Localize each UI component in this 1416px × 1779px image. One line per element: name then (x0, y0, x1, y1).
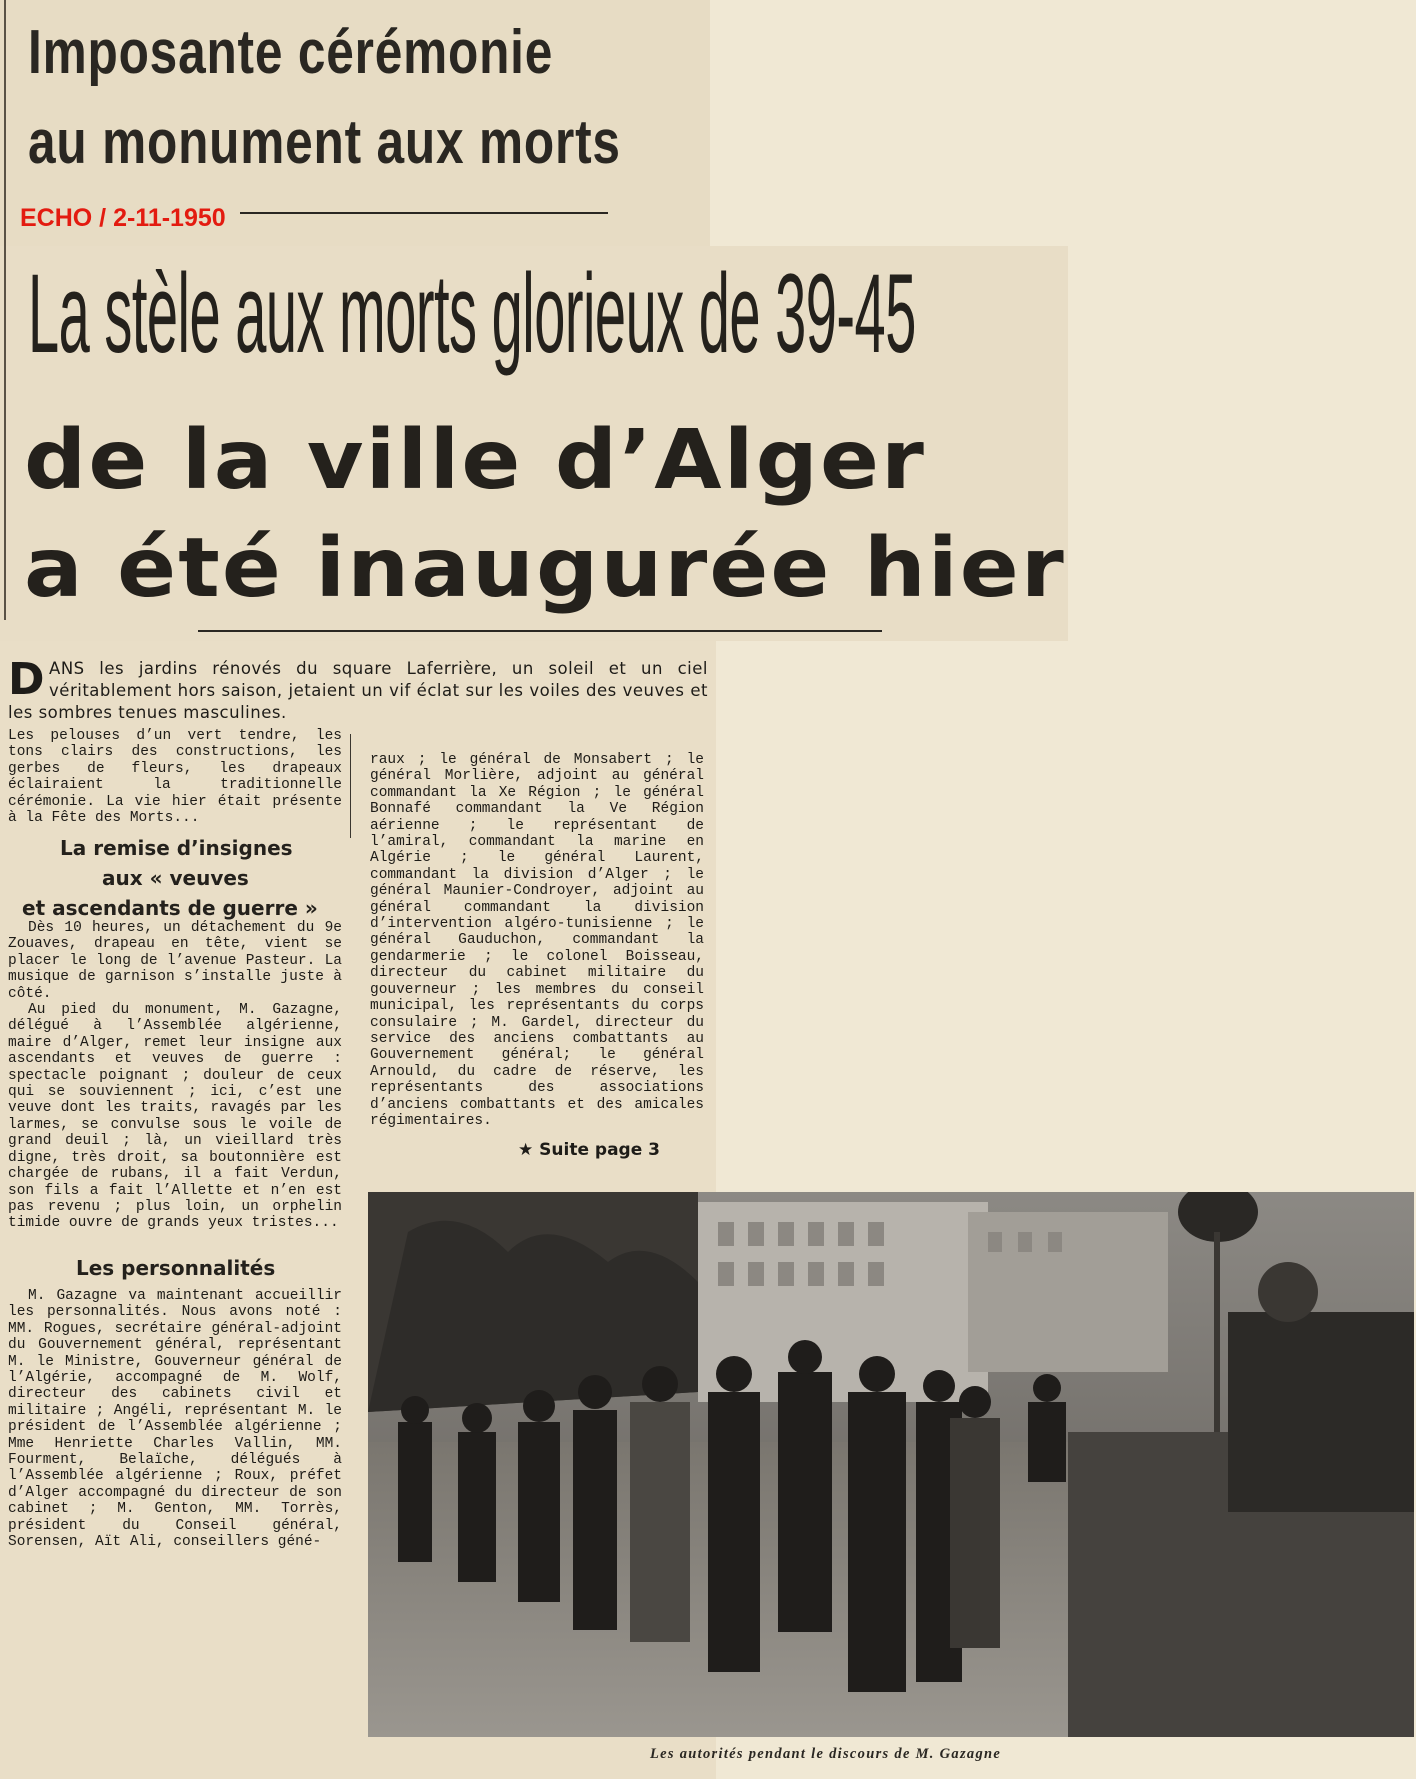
ceremony-photo (368, 1192, 1414, 1737)
subhead-insignes-2: aux « veuves (102, 866, 249, 890)
ceremony-photo-drawing (368, 1192, 1414, 1737)
headline-rule (198, 630, 882, 632)
subhead-insignes-3: et ascendants de guerre » (22, 896, 318, 920)
column-1-paragraph-1: Les pelouses d’un vert tendre, les tons clairs des constructions, les gerbes de fleurs, les drapeaux éclairaient la traditionnelle cérémonie. La vie hier était présente à la Fête des Morts... (8, 728, 342, 827)
subhead-insignes-1: La remise d’insignes (60, 836, 293, 860)
column-rule (350, 734, 351, 838)
kicker-rule (240, 212, 608, 214)
kicker-line-1: Imposante cérémonie (28, 18, 554, 87)
intro-text: ANS les jardins rénovés du square Laferrière, un soleil et un ciel véritablement hors saison, jetaient un vif éclat sur les voiles des veuves et les sombres tenues masculines. (8, 659, 708, 722)
margin-rule (4, 0, 6, 620)
column-1-paragraph-3: Au pied du monument, M. Gazagne, délégué à l’Assemblée algérienne, maire d’Alger, remet leur insigne aux ascendants et veuves de guerre : spectacle poignant ; douleur de ceux qui se souviennent ; ici, c’est une veuve dont les traits, ravagés par les larmes, se convulse sous le voile de grand deuil ; là, un vieillard très digne, très droit, sa boutonnière est chargée de rubans, il a fait Verdun, son fils a fait l’Allette et n’en est pas revenu ; plus loin, un orphelin timide ouvre de grands yeux tristes... (8, 1002, 342, 1232)
subhead-personnalites: Les personnalités (76, 1256, 276, 1280)
column-1-paragraph-4: M. Gazagne va maintenant accueillir les personnalités. Nous avons noté : MM. Rogues, secrétaire général-adjoint du Gouvernement général, représentant M. le Ministre, Gouverneur général de l’Algérie, accompagné de M. Wolf, directeur des cabinets civil et militaire ; Angéli, représentant M. le président de l’Assemblée algérienne ; Mme Henriette Charles Vallin, MM. Fourment, Belaïche, délégués à l’Assemblée algérienne ; Roux, préfet d’Alger accompagné du directeur de son cabinet ; M. Genton, MM. Torrès, président du Conseil général, Sorensen, Aït Ali, conseillers géné- (8, 1288, 342, 1551)
continued-on-page: ★ Suite page 3 (518, 1140, 660, 1160)
column-1-paragraph-2: Dès 10 heures, un détachement du 9e Zouaves, drapeau en tête, vient se placer le long de l’avenue Pasteur. La musique de garnison s’installe juste à côté. (8, 920, 342, 1002)
headline-line-3: a été inaugurée hier (24, 521, 1066, 616)
source-date-stamp: ECHO / 2-11-1950 (20, 204, 226, 232)
intro-paragraph (8, 654, 708, 724)
drop-cap: D (8, 654, 46, 705)
headline-line-1: La stèle aux morts glorieux de 39-45 (28, 251, 916, 376)
headline-line-2: de la ville d’Alger (24, 413, 927, 508)
column-2-paragraph: raux ; le général de Monsabert ; le général Morlière, adjoint au général commandant la Xe Région ; le général Bonnafé commandant la Ve Région aérienne ; le représentant de l’amiral, commandant la marine en Algérie ; le général Laurent, commandant la division d’Alger ; le général Maunier-Condroyer, adjoint au général commandant la division d’intervention algéro-tunisienne ; le général Gauduchon, commandant la gendarmerie ; le colonel Boisseau, directeur du cabinet militaire du gouverneur ; les membres du conseil municipal, les représentants du corps consulaire ; M. Gardel, directeur du service des anciens combattants au Gouvernement général; le général Arnould, du cadre de réserve, les représentants des associations d’anciens combattants et des amicales régimentaires. (370, 752, 704, 1129)
column-1-body (8, 920, 342, 1232)
photo-caption: Les autorités pendant le discours de M. Gazagne (650, 1746, 1002, 1762)
kicker-line-2: au monument aux morts (28, 108, 621, 177)
